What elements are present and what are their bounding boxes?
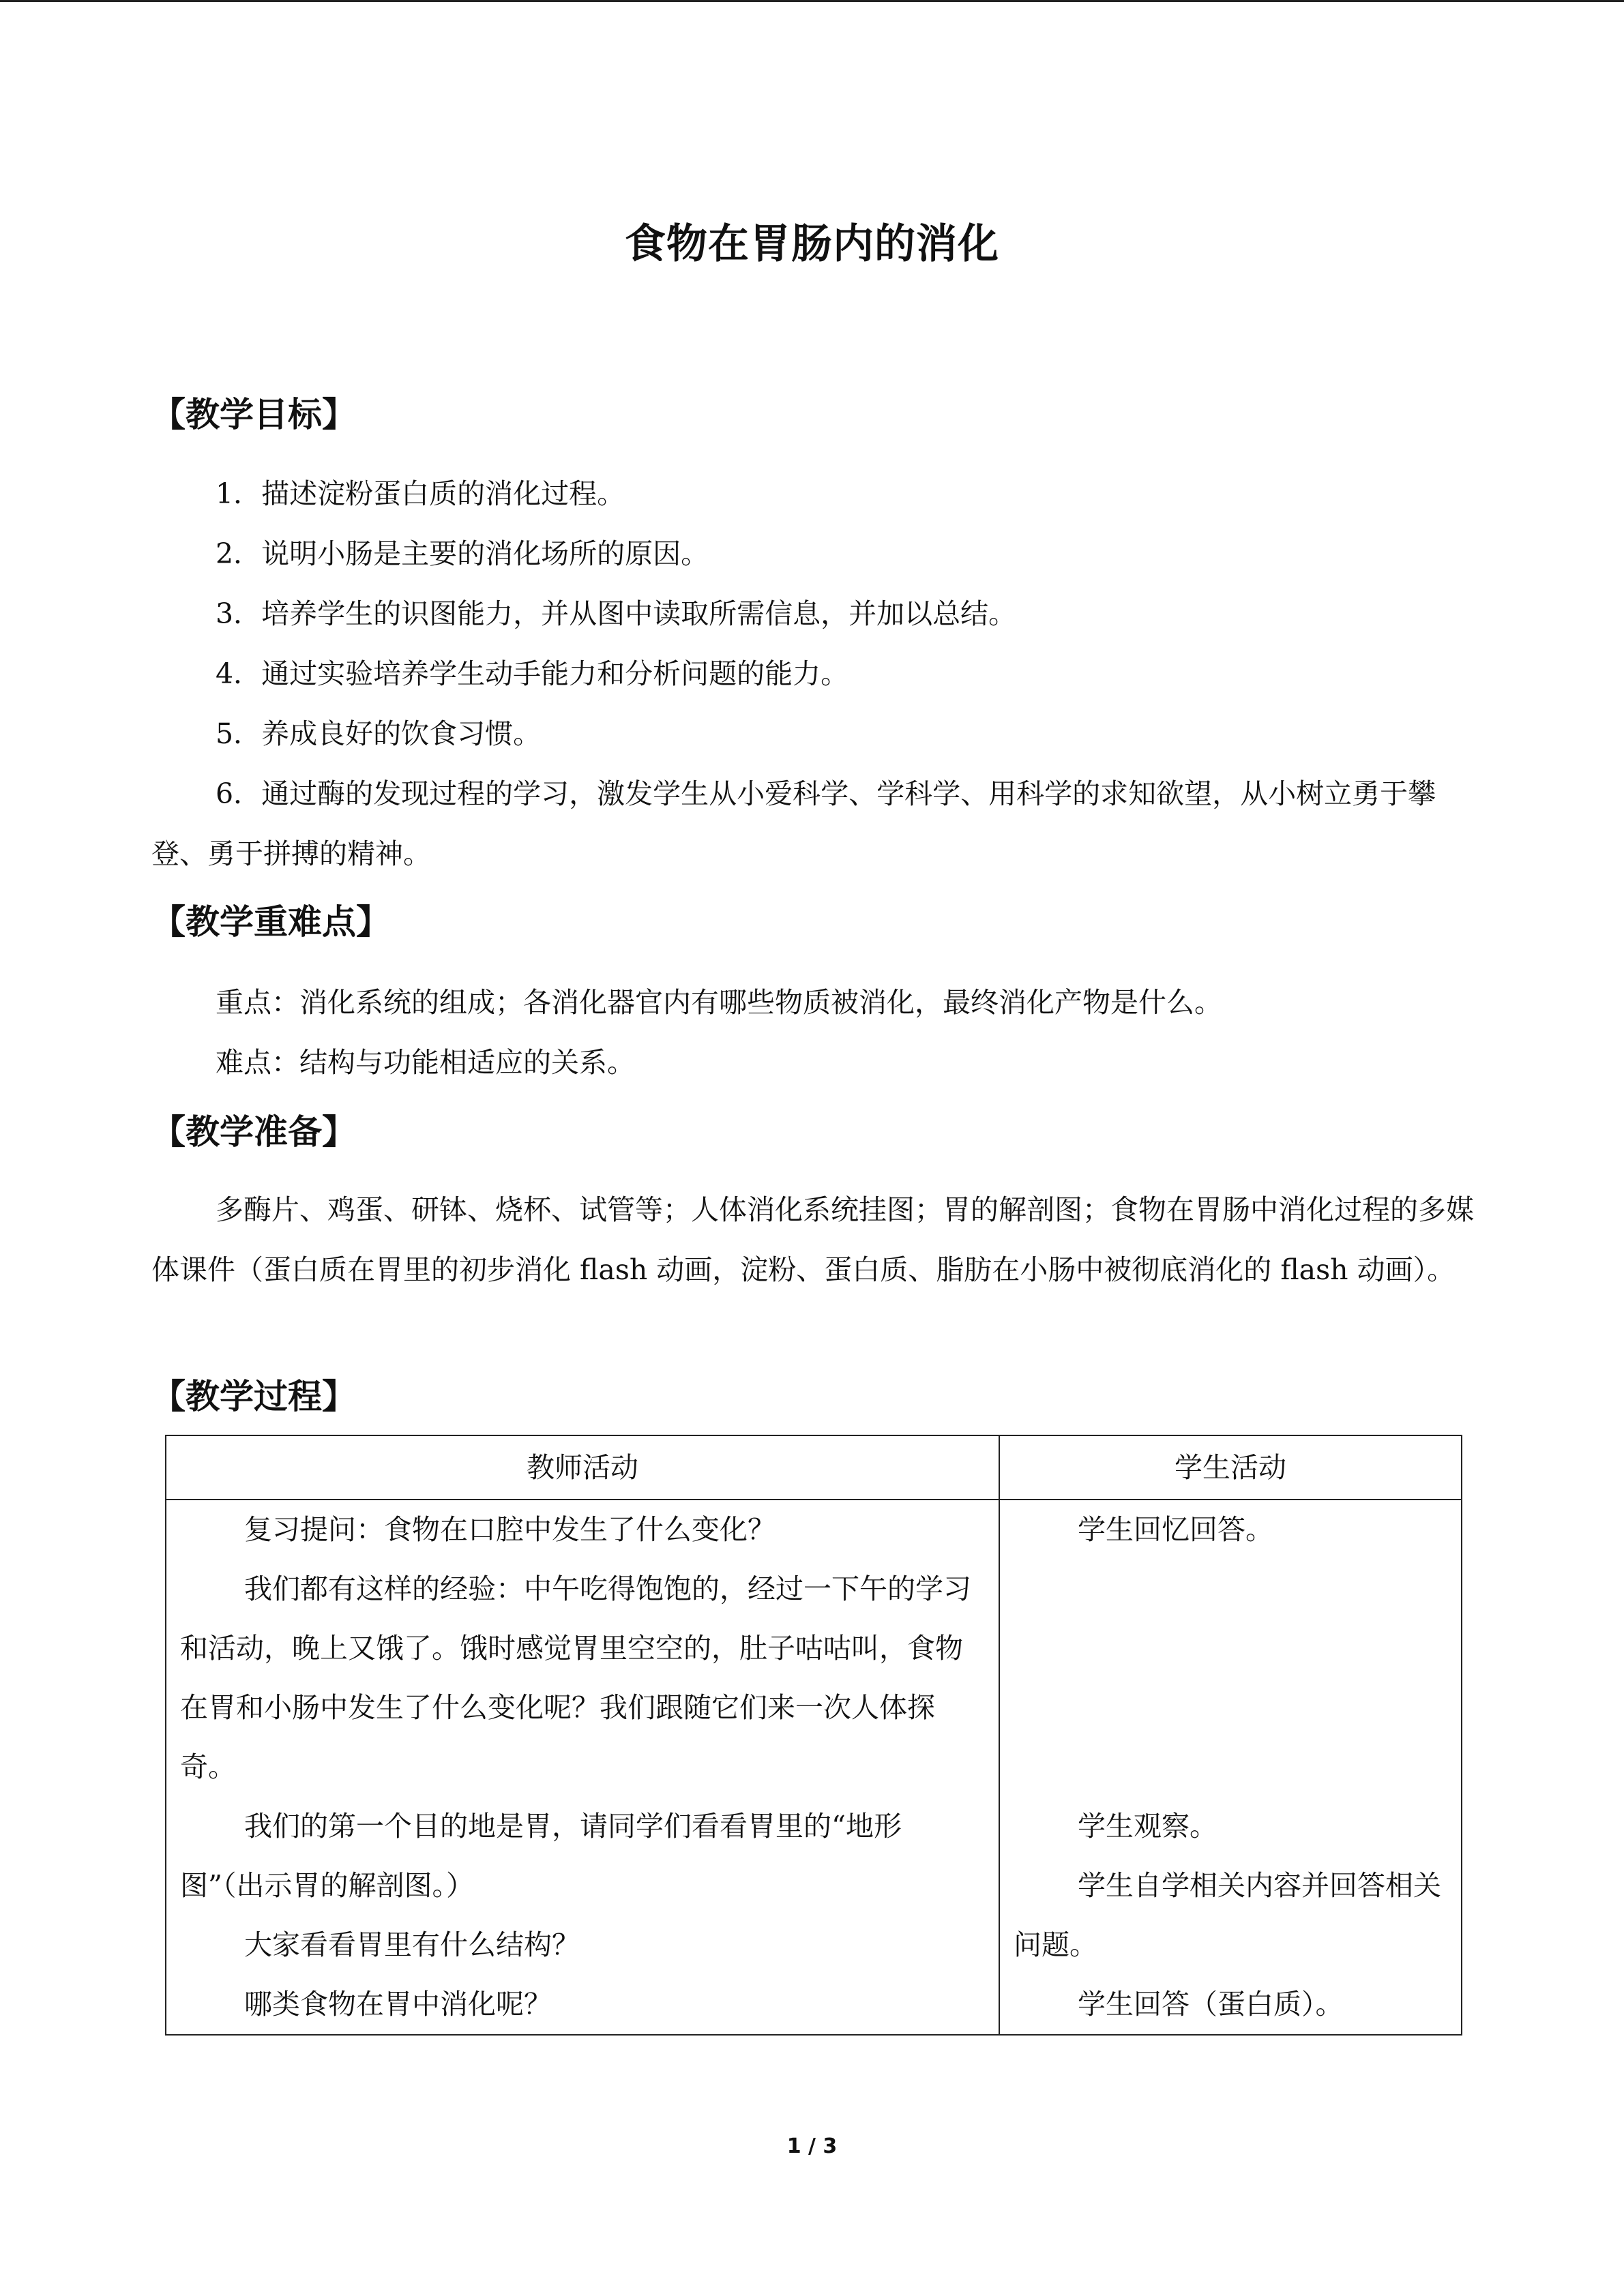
teacher-line: 我们都有这样的经验：中午吃得饱饱的，经过一下午的学习和活动，晚上又饿了。饿时感觉胃里空空的，肚子咕咕叫，食物在胃和小肠中发生了什么变化呢？我们跟随它们来一次人体探奇。 (180, 1572, 971, 1783)
goals-heading: 【教学目标】 (151, 395, 356, 434)
student-activity-header: 学生活动 (999, 1435, 1462, 1500)
teacher-line: 我们的第一个目的地是胃，请同学们看看胃里的“地形图”（出示胃的解剖图。） (180, 1810, 902, 1902)
table-row (166, 1500, 1462, 2035)
goal-item: 4．通过实验培养学生动手能力和分析问题的能力。 (216, 657, 849, 690)
process-table (165, 1435, 1462, 2036)
student-line: 学生回答（蛋白质）。 (1078, 1988, 1344, 2021)
page-number: 1 / 3 (786, 2134, 838, 2158)
goal-item: 3．培养学生的识图能力，并从图中读取所需信息，并加以总结。 (216, 597, 1017, 630)
student-line: 学生回忆回答。 (1078, 1513, 1273, 1546)
student-line: 学生自学相关内容并回答相关问题。 (1014, 1869, 1441, 1961)
goal-item: 6．通过酶的发现过程的学习，激发学生从小爱科学、学科学、用科学的求知欲望，从小树立勇于攀登、勇于拼搏的精神。 (151, 777, 1436, 870)
teacher-line: 大家看看胃里有什么结构？ (244, 1928, 580, 1961)
key-points-list (151, 972, 1476, 1092)
teacher-activity-cell (166, 1500, 999, 2035)
process-heading: 【教学过程】 (151, 1377, 356, 1416)
goal-item: 1．描述淀粉蛋白质的消化过程。 (216, 477, 625, 510)
goal-item: 2．说明小肠是主要的消化场所的原因。 (216, 537, 709, 570)
teacher-activity-header: 教师活动 (166, 1435, 999, 1500)
preparation-text-block (151, 1180, 1476, 1300)
goal-item: 5．养成良好的饮食习惯。 (216, 717, 542, 750)
page-title: 食物在胃肠内的消化 (625, 220, 999, 268)
student-activity-cell (999, 1500, 1462, 2035)
teacher-line: 复习提问：食物在口腔中发生了什么变化？ (244, 1513, 776, 1546)
table-header-row (166, 1435, 1462, 1500)
key-point-item: 重点：消化系统的组成；各消化器官内有哪些物质被消化，最终消化产物是什么。 (216, 986, 1222, 1019)
student-line: 学生观察。 (1078, 1810, 1217, 1843)
student-spacer (1014, 1560, 1447, 1797)
teacher-line: 哪类食物在胃中消化呢？ (244, 1988, 552, 2021)
key-points-heading: 【教学重难点】 (151, 902, 390, 942)
preparation-text: 多酶片、鸡蛋、研钵、烧杯、试管等；人体消化系统挂图；胃的解剖图；食物在胃肠中消化过程的多媒体课件（蛋白质在胃里的初步消化 flash 动画，淀粉、蛋白质、脂肪在小肠中被彻底消化的 flash 动画）。 (151, 1193, 1474, 1286)
preparation-heading: 【教学准备】 (151, 1112, 356, 1152)
goals-list (151, 464, 1476, 884)
key-point-item: 难点：结构与功能相适应的关系。 (216, 1046, 635, 1079)
